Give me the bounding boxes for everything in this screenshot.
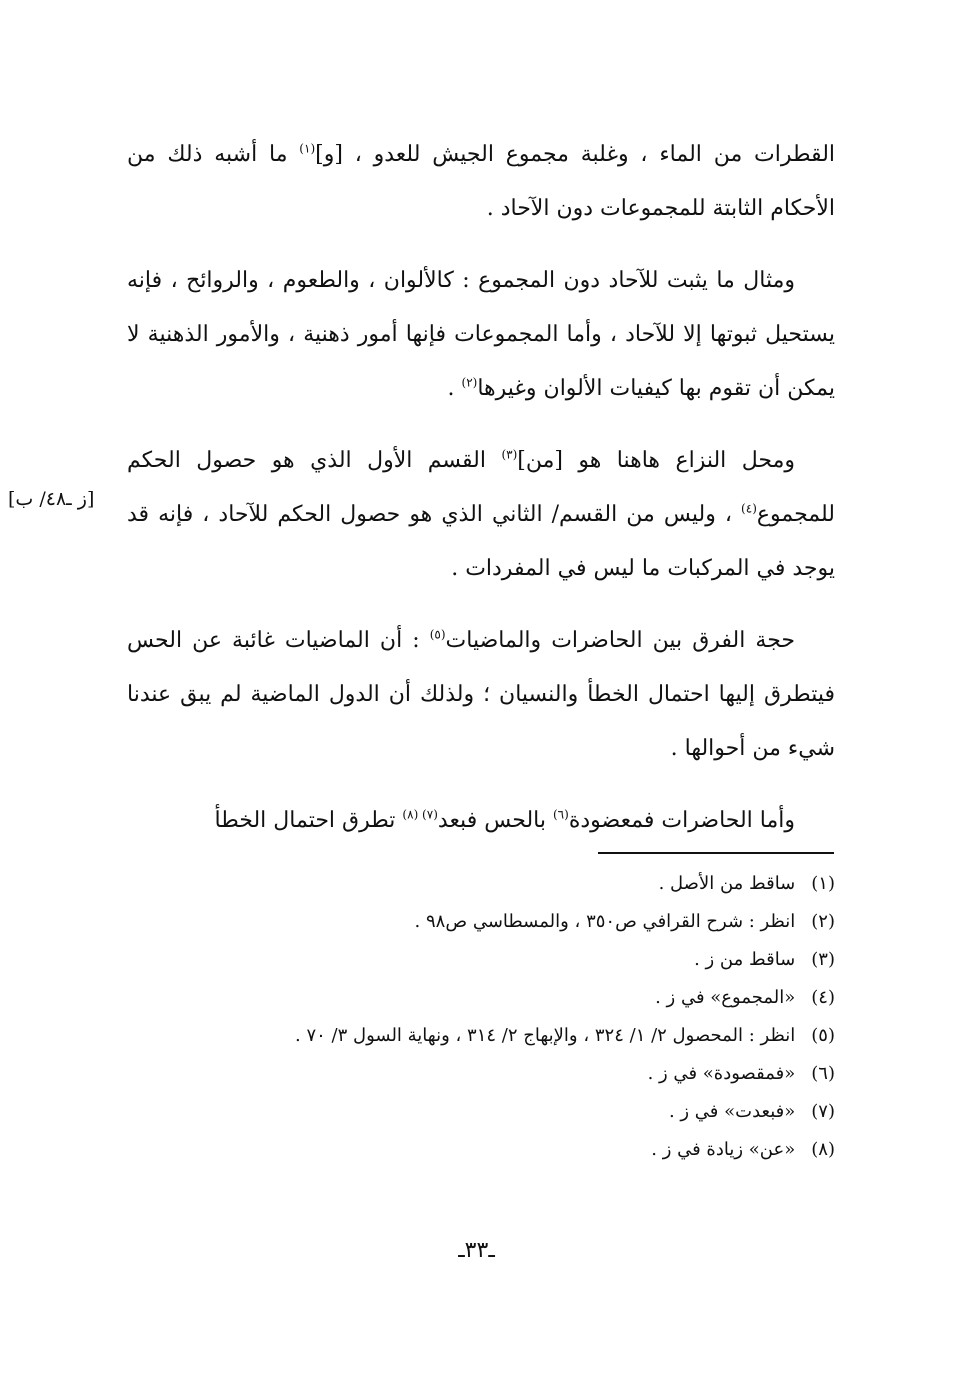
footnote-text: «فبعدت» في ز . bbox=[668, 1101, 796, 1122]
paragraph-text: . bbox=[447, 376, 462, 401]
footnote-text: انظر : شرح القرافي ص٣٥٠ ، والمسطاسي ص٩٨ . bbox=[414, 911, 796, 932]
paragraph-text: ما أشبه ذلك من الأحكام الثابتة للمجموعات دون الآحاد . bbox=[127, 142, 835, 221]
footnote-item bbox=[180, 903, 835, 941]
footnote-item bbox=[180, 1093, 835, 1131]
footnote-number: (٥) bbox=[811, 1025, 835, 1046]
paragraph-text: بالحس فبعد bbox=[437, 808, 553, 833]
paragraph bbox=[127, 614, 835, 776]
footnote-text: ساقط من الأصل . bbox=[658, 873, 796, 894]
footnote-text: «فمقصودة» في ز . bbox=[647, 1063, 796, 1084]
paragraph bbox=[127, 794, 835, 848]
footnote-marker: (٢) bbox=[461, 375, 478, 390]
footnote-marker: (١) bbox=[299, 141, 316, 156]
footnote-marker: (٣) bbox=[501, 447, 518, 462]
paragraph-text: : أن الماضيات غائبة عن الحس فيتطرق إليها احتمال الخطأ والنسيان ؛ ولذلك أن الدول الماضية لم يبق عندنا شيء من أحوالها . bbox=[127, 628, 835, 761]
paragraph-text: حجة الفرق بين الحاضرات والماضيات bbox=[445, 628, 795, 653]
footnote-item bbox=[180, 1055, 835, 1093]
footnote-marker: (٧) (٨) bbox=[402, 807, 438, 822]
paragraph-text: تطرق احتمال الخطأ bbox=[214, 808, 403, 833]
footnote-marker: (٤) bbox=[741, 501, 757, 516]
footnote-marker: (٥) bbox=[429, 627, 446, 642]
page-number: ـ٣٣ـ bbox=[458, 1238, 495, 1263]
footnote-marker: (٦) bbox=[552, 807, 569, 822]
main-text bbox=[127, 128, 835, 866]
manuscript-folio-note: [ز ـ٤٨/ ب] bbox=[8, 488, 95, 510]
footnotes-list bbox=[180, 865, 835, 1169]
footnote-text: «عن» زيادة في ز . bbox=[651, 1139, 796, 1160]
paragraph bbox=[127, 434, 835, 596]
footnote-text: انظر : المحصول ٢/ ١/ ٣٢٤ ، والإبهاج ٢/ ٣١٤ ، ونهاية السول ٣/ ٧٠ . bbox=[295, 1025, 796, 1046]
paragraph-text: ومحل النزاع هاهنا هو [من] bbox=[517, 448, 795, 473]
footnote-text: «المجموع» في ز . bbox=[655, 987, 796, 1008]
paragraph bbox=[127, 128, 835, 236]
footnote-number: (٢) bbox=[811, 911, 835, 932]
paragraph-text: وأما الحاضرات فمعضودة bbox=[568, 808, 795, 833]
footnote-item bbox=[180, 979, 835, 1017]
footnote-number: (١) bbox=[811, 873, 835, 894]
footnote-number: (٤) bbox=[811, 987, 835, 1008]
paragraph-text: القطرات من الماء ، وغلبة مجموع الجيش للعدو ، [و] bbox=[315, 142, 836, 167]
footnote-item bbox=[180, 1017, 835, 1055]
paragraph-text: ، وليس من القسم/ الثاني الذي هو حصول الحكم للآحاد ، فإنه قد يوجد في المركبات ما ليس في المفردات . bbox=[127, 502, 835, 581]
footnote-number: (٦) bbox=[811, 1063, 835, 1084]
footnote-number: (٧) bbox=[811, 1101, 835, 1122]
footnote-item bbox=[180, 865, 835, 903]
paragraph-text: ومثال ما يثبت للآحاد دون المجموع : كالألوان ، والطعوم ، والروائح ، فإنه يستحيل ثبوتها إلا للآحاد ، وأما المجموعات فإنها أمور ذهنية ، والأمور الذهنية لا يمكن أن تقوم بها كيفيات الألوان وغيرها bbox=[127, 268, 835, 401]
footnote-item bbox=[180, 941, 835, 979]
footnote-item bbox=[180, 1131, 835, 1169]
paragraph bbox=[127, 254, 835, 416]
paragraph-text: القسم الأول الذي هو حصول الحكم للمجموع bbox=[127, 448, 835, 527]
footnote-number: (٣) bbox=[811, 949, 835, 970]
footnote-number: (٨) bbox=[811, 1139, 835, 1160]
footnote-text: ساقط من ز . bbox=[694, 949, 796, 970]
footnote-separator bbox=[598, 852, 834, 854]
